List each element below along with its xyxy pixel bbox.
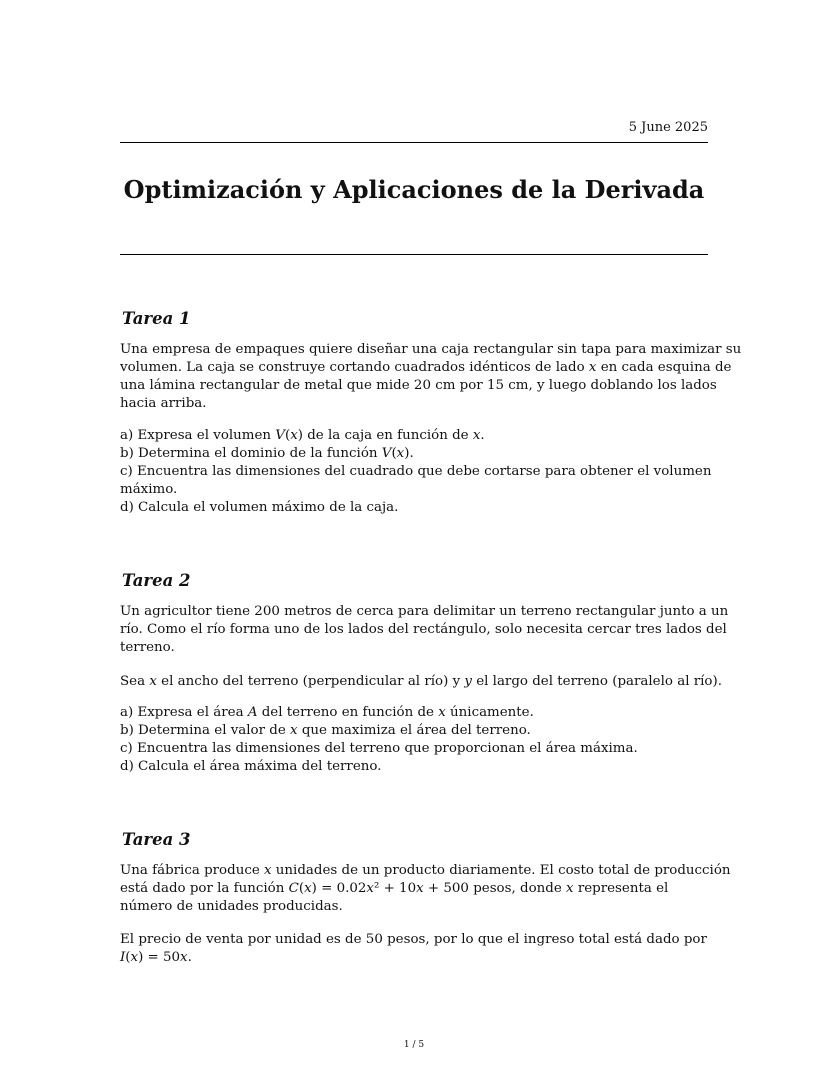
- text-line: Una fábrica produce 𝑥 unidades de un producto diariamente. El costo total de producción: [120, 863, 731, 878]
- text-line: número de unidades producidas.: [120, 899, 343, 914]
- task-paragraph: [120, 427, 720, 517]
- text-line: a) Expresa el área 𝐴 del terreno en función de 𝑥 únicamente.: [120, 705, 534, 720]
- task-paragraph: [120, 341, 742, 413]
- text-line: río. Como el río forma uno de los lados del rectángulo, solo necesita cercar tres lados del: [120, 622, 727, 637]
- title-rule: [120, 254, 708, 255]
- page-number: 1 / 5: [403, 1040, 425, 1050]
- text-line: una lámina rectangular de metal que mide 20 cm por 15 cm, y luego doblando los lados: [120, 378, 717, 393]
- text-line: hacia arriba.: [120, 396, 207, 411]
- task-heading: Tarea 2: [122, 571, 191, 590]
- document-date: 5 June 2025: [628, 120, 708, 135]
- task-paragraph: [120, 704, 720, 776]
- task-heading: Tarea 1: [122, 309, 191, 328]
- text-line: d) Calcula el área máxima del terreno.: [120, 759, 382, 774]
- text-line: c) Encuentra las dimensiones del terreno que proporcionan el área máxima.: [120, 741, 638, 756]
- task-paragraph: [120, 603, 729, 657]
- text-line: c) Encuentra las dimensiones del cuadrado que debe cortarse para obtener el volumen: [120, 464, 712, 479]
- text-line: d) Calcula el volumen máximo de la caja.: [120, 500, 399, 515]
- header-rule: [120, 142, 708, 143]
- text-line: b) Determina el valor de 𝑥 que maximiza el área del terreno.: [120, 723, 531, 738]
- document-title: Optimización y Aplicaciones de la Derivada: [123, 175, 705, 204]
- text-line: está dado por la función 𝐶(𝑥) = 0.02𝑥² + 10𝑥 + 500 pesos, donde 𝑥 representa el: [120, 881, 669, 896]
- text-line: Una empresa de empaques quiere diseñar una caja rectangular sin tapa para maximizar su: [120, 342, 742, 357]
- text-line: El precio de venta por unidad es de 50 pesos, por lo que el ingreso total está dado por: [120, 932, 707, 947]
- task-paragraph: [120, 931, 720, 967]
- text-line: b) Determina el dominio de la función 𝑉(𝑥).: [120, 446, 414, 461]
- text-line: 𝐼(𝑥) = 50𝑥.: [120, 950, 192, 965]
- task-heading: Tarea 3: [122, 830, 191, 849]
- text-line: Sea 𝑥 el ancho del terreno (perpendicular al río) y 𝑦 el largo del terreno (paralelo al río).: [120, 674, 722, 689]
- text-line: a) Expresa el volumen 𝑉(𝑥) de la caja en función de 𝑥.: [120, 428, 485, 443]
- text-line: máximo.: [120, 482, 178, 497]
- text-line: terreno.: [120, 640, 175, 655]
- text-line: volumen. La caja se construye cortando cuadrados idénticos de lado 𝑥 en cada esquina de: [120, 360, 732, 375]
- text-line: Un agricultor tiene 200 metros de cerca para delimitar un terreno rectangular junto a un: [120, 604, 729, 619]
- task-paragraph: [120, 862, 731, 916]
- task-paragraph: [120, 673, 720, 691]
